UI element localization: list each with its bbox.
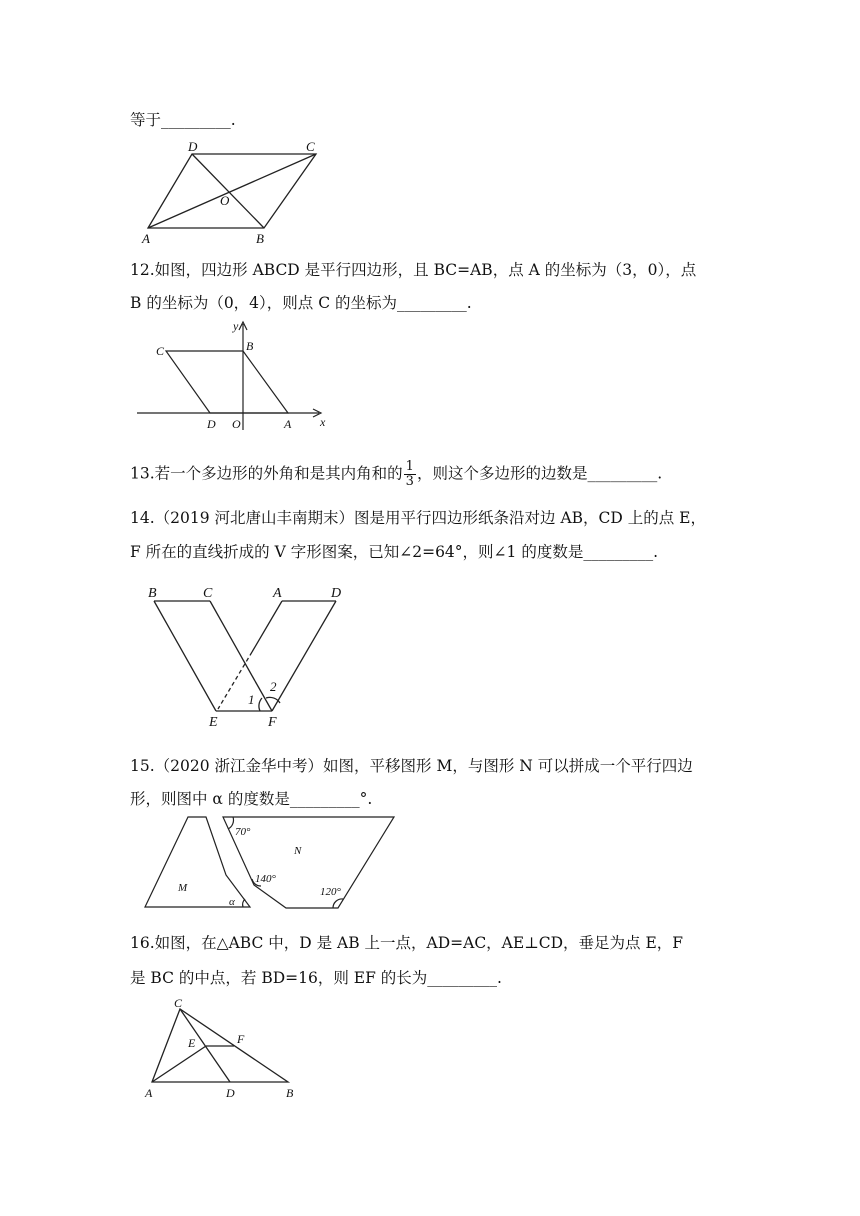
strip-right-outer <box>272 601 336 711</box>
label-angle-2: 2 <box>270 679 277 694</box>
label-c: C <box>306 139 315 154</box>
q12-line-1: 12.如图，四边形 ABCD 是平行四边形，且 BC=AB，点 A 的坐标为（3，0），点 <box>130 261 697 279</box>
fraction-numerator: 1 <box>405 459 414 474</box>
label-c: C <box>174 996 183 1010</box>
angle-120-arc <box>333 899 343 908</box>
diagonal-bd <box>192 154 264 228</box>
figure-12-coordinate-parallelogram <box>135 318 335 433</box>
parallelogram-abcd <box>166 351 288 413</box>
label-a: A <box>284 417 292 431</box>
figure-11-parallelogram <box>140 138 330 248</box>
label-120: 120° <box>320 886 341 898</box>
q14-line-2: F 所在的直线折成的 V 字形图案，已知∠2=64°，则∠1 的度数是_________. <box>130 543 658 561</box>
label-d: D <box>226 1086 235 1100</box>
label-e: E <box>209 715 218 728</box>
q16-line-2: 是 BC 的中点，若 BD=16，则 EF 的长为_________. <box>130 969 502 987</box>
q15-line-2: 形，则图中 α 的度数是_________°. <box>130 790 373 808</box>
label-a: A <box>273 586 282 601</box>
q13-text-after: ，则这个多边形的边数是_________. <box>416 464 663 483</box>
q13-text-before: 13.若一个多边形的外角和是其内角和的 <box>130 464 403 483</box>
q13-line <box>130 460 662 489</box>
label-d: D <box>331 586 342 601</box>
label-n: N <box>294 845 302 857</box>
label-y: y <box>233 319 239 333</box>
figure-14-v-fold <box>138 578 358 728</box>
label-c: C <box>203 586 213 601</box>
strip-right-inner <box>252 601 282 652</box>
fraction-denominator: 3 <box>405 474 414 489</box>
label-o: O <box>232 417 241 431</box>
strip-left-inner <box>210 601 255 681</box>
label-a: A <box>142 231 150 246</box>
angle-70-arc <box>228 817 233 829</box>
label-f: F <box>268 715 277 728</box>
angle-alpha-arc <box>243 899 245 907</box>
label-a: A <box>145 1086 153 1100</box>
q14-line-1: 14.（2019 河北唐山丰南期末）图是用平行四边形纸条沿对边 AB，CD 上的点 E， <box>130 509 706 527</box>
figure-16-triangle <box>140 995 310 1100</box>
figure-15-shapes-m-n <box>140 813 400 913</box>
label-b: B <box>246 339 254 353</box>
fraction-one-third <box>404 460 416 489</box>
label-f: F <box>237 1032 245 1046</box>
label-b: B <box>256 231 264 246</box>
label-d: D <box>207 417 216 431</box>
q15-line-1: 15.（2020 浙江金华中考）如图，平移图形 M，与图形 N 可以拼成一个平行四边 <box>130 757 693 775</box>
label-b: B <box>148 586 157 601</box>
strip-left-outer <box>154 601 216 711</box>
diagonal-ac <box>148 154 316 228</box>
label-140: 140° <box>255 873 276 885</box>
fold-dashed <box>218 652 252 709</box>
label-d: D <box>188 139 198 154</box>
label-o: O <box>220 193 230 208</box>
label-m: M <box>178 882 188 894</box>
angle-1-arc <box>259 698 262 711</box>
q11-tail-text: 等于_________. <box>130 111 236 129</box>
label-c: C <box>156 344 165 358</box>
label-e: E <box>188 1036 196 1050</box>
angle-2-arc <box>266 697 280 703</box>
label-x: x <box>320 415 326 429</box>
q16-line-1: 16.如图，在△ABC 中，D 是 AB 上一点，AD=AC，AE⊥CD，垂足为点 E，F <box>130 934 684 952</box>
segment-ae <box>152 1046 206 1082</box>
label-alpha: α <box>229 896 235 908</box>
label-angle-1: 1 <box>248 692 255 707</box>
label-b: B <box>286 1086 294 1100</box>
label-70: 70° <box>235 826 251 838</box>
q12-line-2: B 的坐标为（0，4），则点 C 的坐标为_________. <box>130 294 472 312</box>
